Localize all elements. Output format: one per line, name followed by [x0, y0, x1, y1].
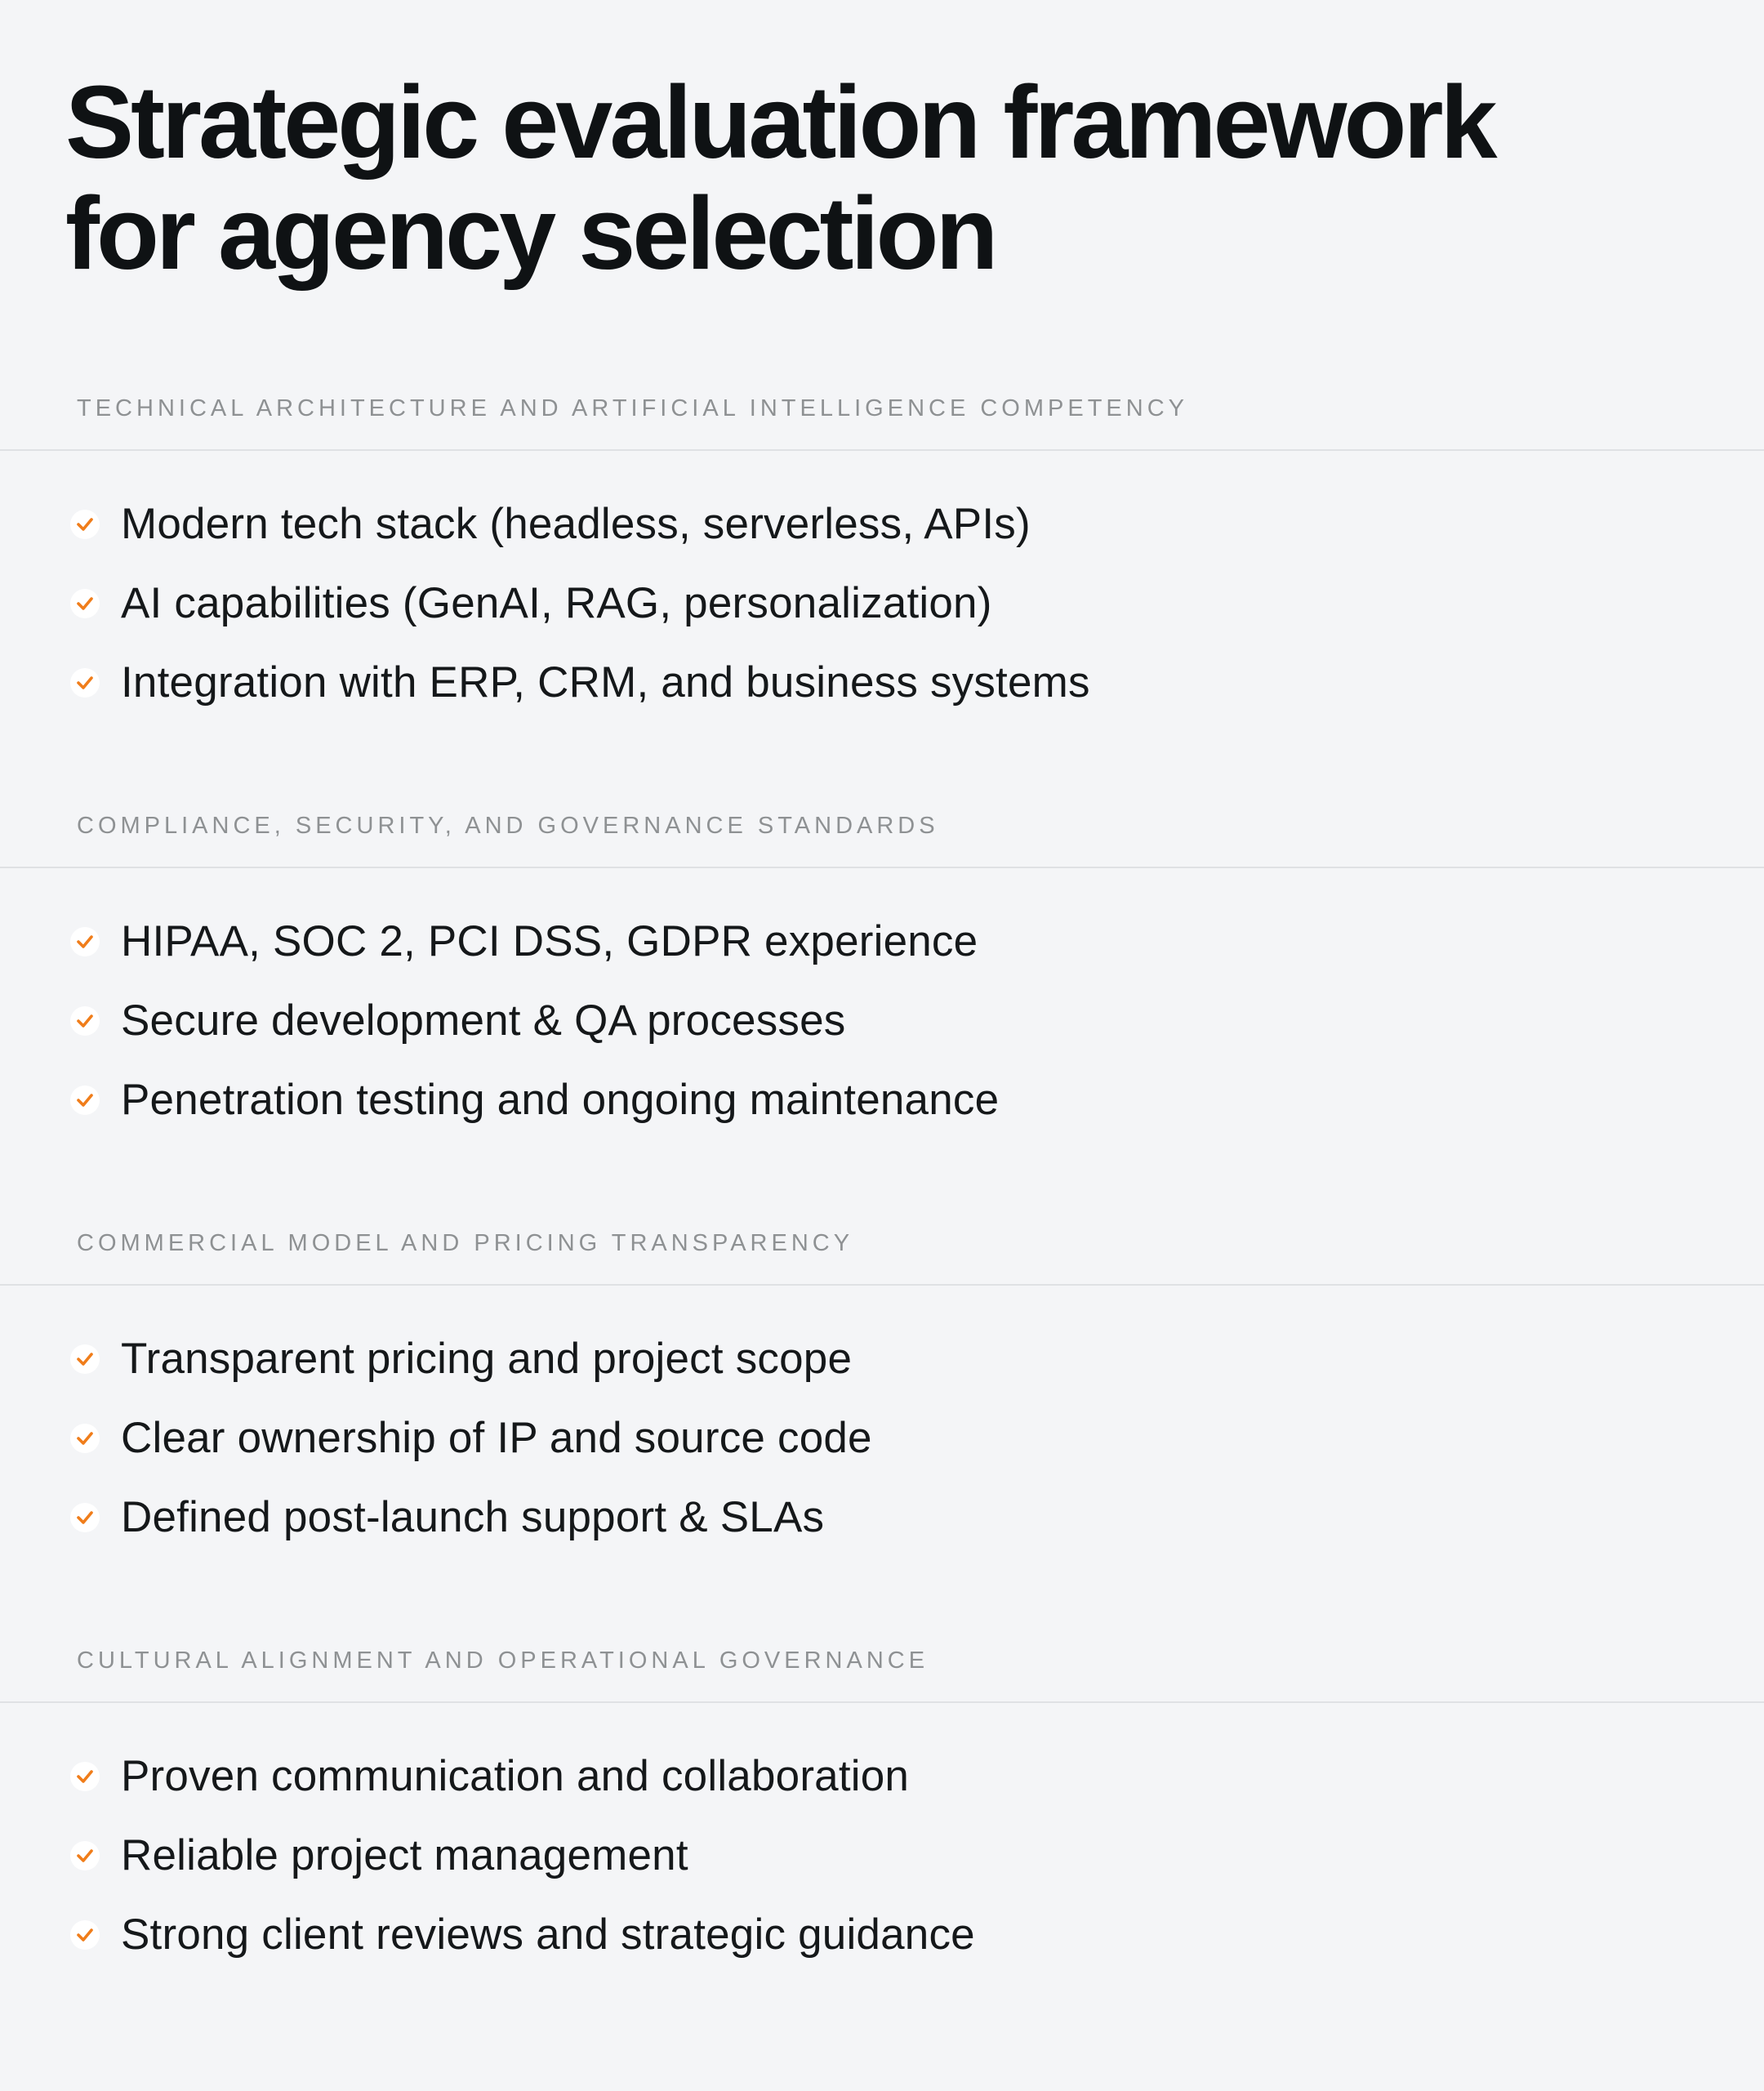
section-divider — [0, 1701, 1764, 1703]
list-item-text: Defined post-launch support & SLAs — [121, 1493, 825, 1541]
section-label: TECHNICAL ARCHITECTURE AND ARTIFICIAL INTELLIGENCE COMPETENCY — [77, 395, 1188, 421]
list-item-text: Strong client reviews and strategic guidance — [121, 1910, 975, 1959]
list-item-text: Transparent pricing and project scope — [121, 1335, 853, 1383]
section-divider — [0, 449, 1764, 451]
list-item — [0, 1414, 1764, 1493]
check-icon — [70, 1503, 100, 1532]
section-label: COMMERCIAL MODEL AND PRICING TRANSPARENCY — [77, 1230, 854, 1256]
list-item-text: Modern tech stack (headless, serverless, APIs) — [121, 500, 1031, 548]
page-title — [65, 67, 1617, 289]
criteria-list — [0, 1752, 1764, 1990]
list-item-text: Proven communication and collaboration — [121, 1752, 910, 1800]
list-item-text: Reliable project management — [121, 1831, 688, 1879]
check-icon — [70, 510, 100, 539]
section-header — [0, 1646, 1764, 1705]
list-item-text: HIPAA, SOC 2, PCI DSS, GDPR experience — [121, 917, 978, 965]
check-icon — [70, 927, 100, 956]
check-icon — [70, 1006, 100, 1036]
list-item — [0, 1076, 1764, 1155]
section-cultural-alignment — [0, 1646, 1764, 1959]
list-item — [0, 500, 1764, 579]
section-commercial-model — [0, 1228, 1764, 1541]
check-icon — [70, 1344, 100, 1374]
list-item — [0, 996, 1764, 1076]
criteria-list — [0, 500, 1764, 738]
page-title-line-2: for agency selection — [65, 176, 996, 291]
section-technical-architecture — [0, 394, 1764, 707]
section-compliance-security — [0, 811, 1764, 1124]
list-item — [0, 1493, 1764, 1572]
criteria-list — [0, 1335, 1764, 1572]
section-divider — [0, 1284, 1764, 1286]
page-title-line-1: Strategic evaluation framework — [65, 65, 1494, 180]
list-item — [0, 1335, 1764, 1414]
section-header — [0, 1228, 1764, 1287]
section-divider — [0, 867, 1764, 868]
check-icon — [70, 1920, 100, 1950]
list-item — [0, 917, 1764, 996]
list-item — [0, 1910, 1764, 1990]
check-icon — [70, 1841, 100, 1870]
section-header — [0, 394, 1764, 453]
section-label: CULTURAL ALIGNMENT AND OPERATIONAL GOVERNANCE — [77, 1647, 929, 1674]
check-icon — [70, 668, 100, 698]
list-item — [0, 1831, 1764, 1910]
list-item-text: Penetration testing and ongoing maintenance — [121, 1076, 1000, 1124]
list-item — [0, 579, 1764, 658]
list-item-text: Integration with ERP, CRM, and business systems — [121, 658, 1090, 707]
check-icon — [70, 1762, 100, 1791]
section-header — [0, 811, 1764, 870]
list-item-text: Secure development & QA processes — [121, 996, 846, 1045]
check-icon — [70, 1086, 100, 1115]
criteria-list — [0, 917, 1764, 1155]
section-label: COMPLIANCE, SECURITY, AND GOVERNANCE STANDARDS — [77, 813, 939, 839]
list-item — [0, 1752, 1764, 1831]
check-icon — [70, 1424, 100, 1453]
list-item-text: AI capabilities (GenAI, RAG, personalization) — [121, 579, 992, 627]
list-item-text: Clear ownership of IP and source code — [121, 1414, 872, 1462]
check-icon — [70, 589, 100, 618]
list-item — [0, 658, 1764, 738]
